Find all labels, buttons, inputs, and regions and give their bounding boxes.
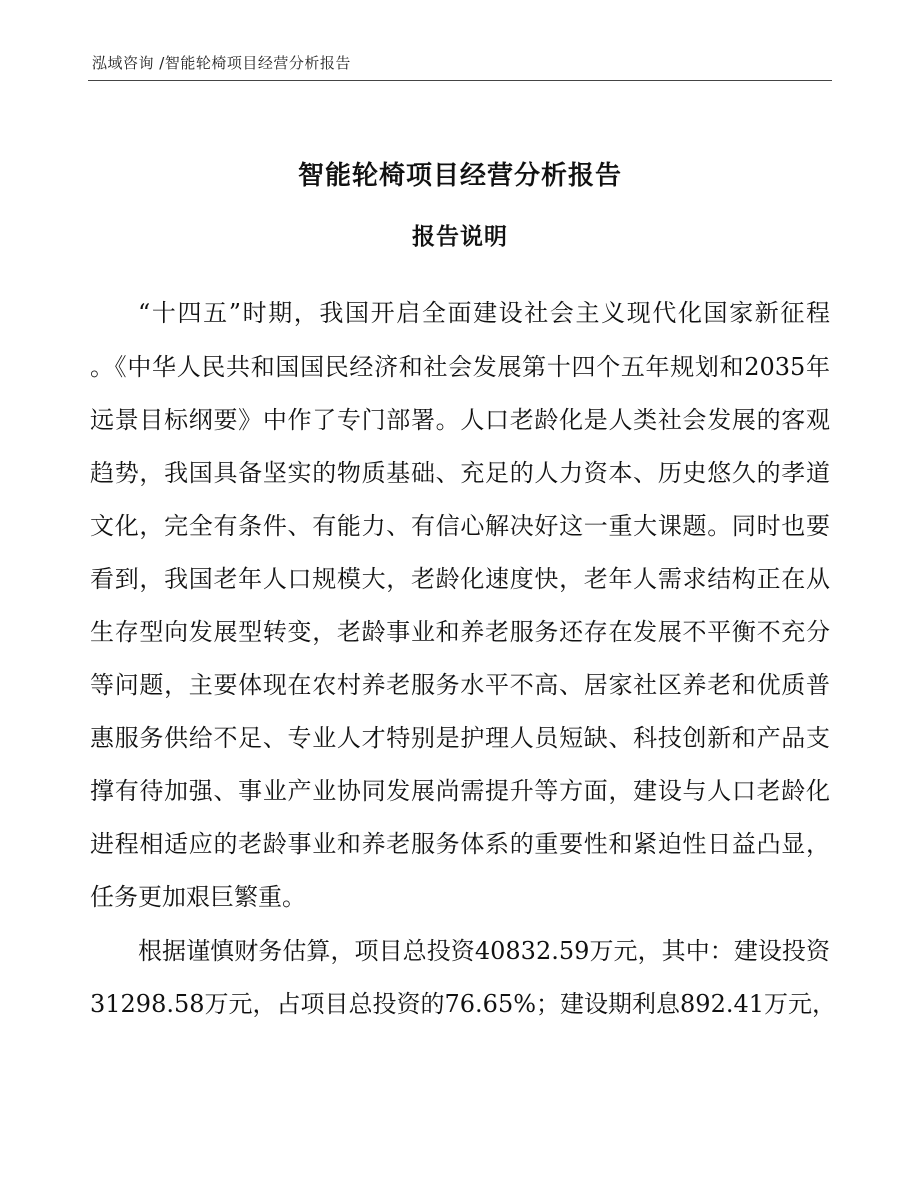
paragraph-line: “十四五”时期，我国开启全面建设社会主义现代化国家新征程: [138, 299, 830, 327]
paragraph-line: 撑有待加强、事业产业协同发展尚需提升等方面，建设与人口老龄化: [90, 777, 830, 805]
paragraph-line: 等问题，主要体现在农村养老服务水平不高、居家社区养老和优质普: [90, 671, 830, 699]
running-header: 泓域咨询 /智能轮椅项目经营分析报告: [92, 54, 351, 72]
paragraph-line: 趋势，我国具备坚实的物质基础、充足的人力资本、历史悠久的孝道: [90, 459, 830, 487]
paragraph-line: 根据谨慎财务估算，项目总投资40832.59万元，其中：建设投资: [138, 937, 830, 965]
paragraph-line: 文化，完全有条件、有能力、有信心解决好这一重大课题。同时也要: [90, 512, 830, 540]
paragraph-line: 远景目标纲要》中作了专门部署。人口老龄化是人类社会发展的客观: [90, 406, 830, 434]
paragraph-line: 任务更加艰巨繁重。: [90, 883, 306, 911]
paragraph-line: 31298.58万元，占项目总投资的76.65%；建设期利息892.41万元，: [90, 990, 837, 1018]
paragraph-line: 惠服务供给不足、专业人才特别是护理人员短缺、科技创新和产品支: [90, 724, 830, 752]
paragraph-line: 进程相适应的老龄事业和养老服务体系的重要性和紧迫性日益凸显，: [90, 830, 830, 858]
header-divider: [88, 80, 832, 81]
document-title: 智能轮椅项目经营分析报告: [297, 161, 622, 191]
paragraph-line: 。《中华人民共和国国民经济和社会发展第十四个五年规划和2035年: [90, 353, 830, 381]
section-title: 报告说明: [412, 224, 508, 250]
paragraph-line: 看到，我国老年人口规模大，老龄化速度快，老年人需求结构正在从: [90, 565, 830, 593]
paragraph-line: 生存型向发展型转变，老龄事业和养老服务还存在发展不平衡不充分: [90, 618, 830, 646]
